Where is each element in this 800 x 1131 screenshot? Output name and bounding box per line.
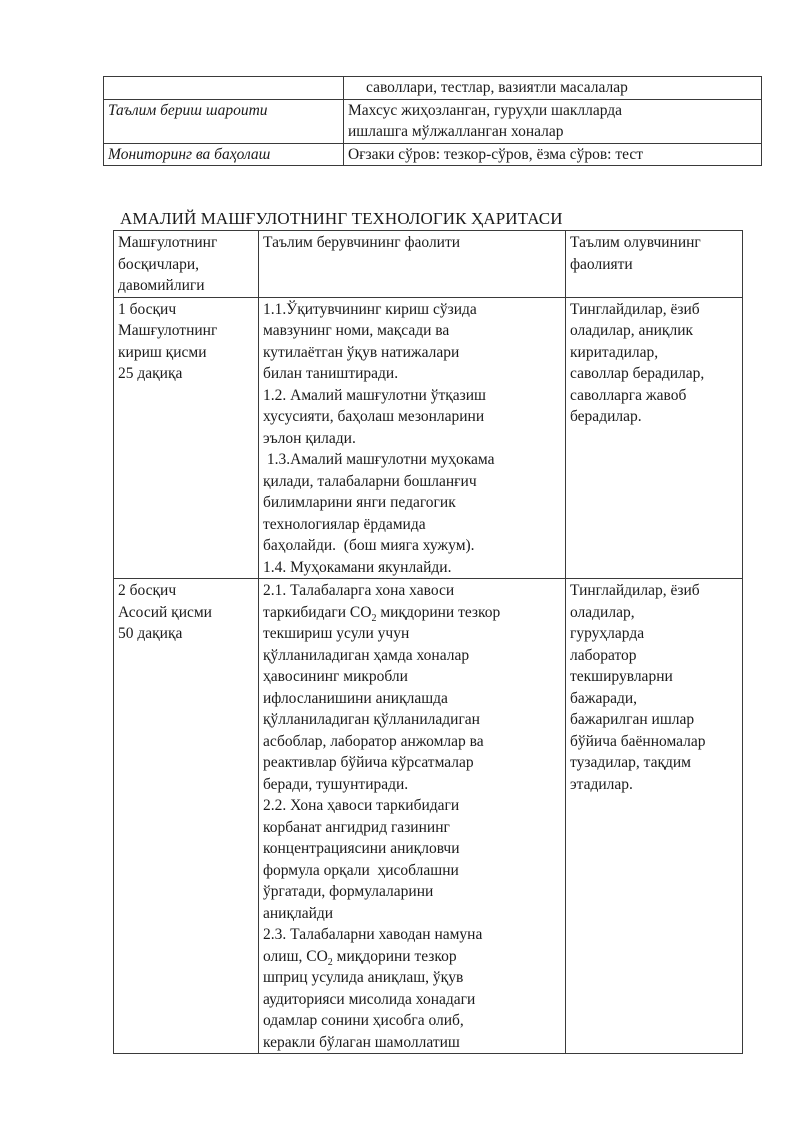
co2-line: таркибидаги $CO_2$ миқдорини тезкор bbox=[263, 603, 501, 624]
row-label: Таълим бериш шароити bbox=[104, 99, 344, 143]
teacher-activity-cell: 1.1.Ўқитувчининг кириш сўзида мавзунинг номи, мақсади ва кутилаётган ўқув натижалари билан таништиради. 1.2. Амалий машғулотни ўтқазиш хусусияти, баҳолаш мезонларини эълон қилади. 1.3.Амалий машғулотни муҳокама қилади, талабаларни бошланғич билимларини янги педагогик технологиялар ёрдамида баҳолайди. (бош мияга хужум). 1.4. Муҳокамани якунлайди. bbox=[259, 297, 566, 579]
table-row bbox=[114, 579, 743, 1054]
stage-cell: 2 босқич Асосий қисми 50 дақиқа bbox=[114, 579, 259, 1054]
header-teacher: Таълим берувчининг фаолити bbox=[259, 231, 566, 298]
header-student: Таълим олувчининг фаолияти bbox=[566, 231, 743, 298]
stage-cell: 1 босқич Машғулотнинг кириш қисми 25 дақиқа bbox=[114, 297, 259, 579]
row-value: Махсус жиҳозланган, гуруҳли шаклларда ишлашга мўлжалланган хоналар bbox=[344, 99, 762, 143]
row-value: саволлари, тестлар, вазиятли масалалар bbox=[344, 77, 762, 100]
student-activity-cell: Тинглайдилар, ёзиб оладилар, аниқлик киритадилар, саволлар берадилар, саволларга жавоб берадилар. bbox=[566, 297, 743, 579]
row-label bbox=[104, 77, 344, 100]
section-title: АМАЛИЙ МАШҒУЛОТНИНГ ТЕХНОЛОГИК ҲАРИТАСИ bbox=[120, 209, 563, 228]
student-activity-cell: Тинглайдилар, ёзиб оладилар, гуруҳларда лаборатор текширувларни бажаради, бажарилган ишлар бўйича баённомалар тузадилар, тақдим этадилар. bbox=[566, 579, 743, 1054]
info-table bbox=[103, 76, 762, 166]
header-row bbox=[114, 231, 743, 298]
table-row bbox=[114, 297, 743, 579]
header-stage: Машғулотнинг босқичлари, давомийлиги bbox=[114, 231, 259, 298]
co2-line: олиш, $CO_2$ миқдорини тезкор bbox=[263, 947, 457, 968]
table-row bbox=[104, 143, 762, 166]
table-row bbox=[104, 99, 762, 143]
row-value: Оғзаки сўров: тезкор-сўров, ёзма сўров: тест bbox=[344, 143, 762, 166]
teacher-activity-cell: 2.1. Талабаларга хона хавоси таркибидаги $CO_2$ миқдорини тезкор текшириш усули учун қўлланиладиган ҳамда хоналар ҳавосининг микробли ифлосланишини аниқлашда қўлланиладиган қўлланиладиган асбоблар, лаборатор анжомлар ва реактивлар бўйича кўрсатмалар беради, тушунтиради. 2.2. Хона ҳавоси таркибидаги корбанат ангидрид газининг концентрациясини аниқловчи формула орқали ҳисоблашни ўргатади, формулаларини аниқлайди 2.3. Талабаларни хаводан намуна олиш, $CO_2$ миқдорини тезкор шприц усулида аниқлаш, ўқув аудиторияси мисолида хонадаги одамлар сонини ҳисобга олиб, керакли бўлаган шамоллатиш bbox=[259, 579, 566, 1054]
row-label: Мониторинг ва баҳолаш bbox=[104, 143, 344, 166]
technology-map-table bbox=[113, 230, 743, 1054]
table-row bbox=[104, 77, 762, 100]
